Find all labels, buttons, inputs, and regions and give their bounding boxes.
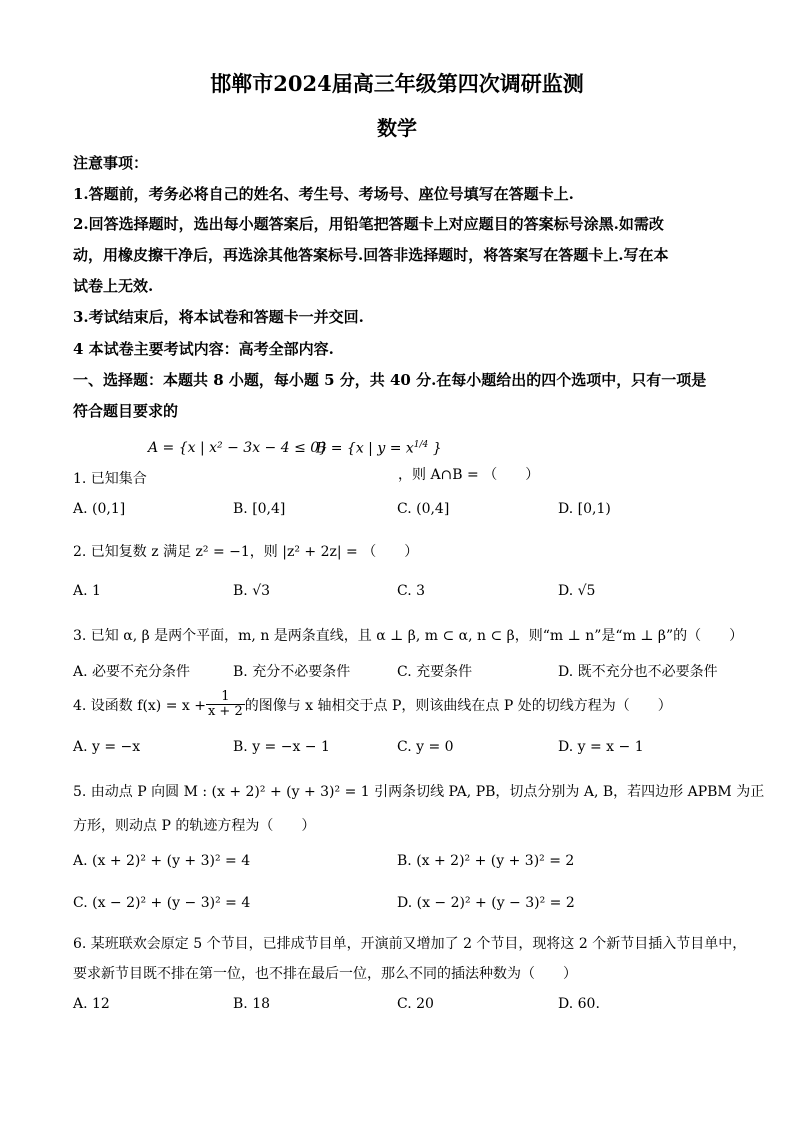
q1-option-d: D. [0,1) <box>558 501 611 517</box>
q5-stem: 5. 由动点 P 向圆 M : (x + 2)² + (y + 3)² = 1 引两条切线 PA, PB，切点分别为 A, B，若四边形 APBM 为正 <box>73 784 765 800</box>
q6-option-b: B. 18 <box>233 996 271 1012</box>
q4-fraction-den: x + 2 <box>207 704 243 719</box>
section-heading-cont: 符合题目要求的 <box>73 402 179 420</box>
section-heading: 一、选择题：本题共 8 小题，每小题 5 分，共 40 分.在每小题给出的四个选项中，只有一项是 <box>73 371 707 389</box>
notice-heading: 注意事项： <box>73 154 149 172</box>
notice-item-4: 4 本试卷主要考试内容：高考全部内容. <box>73 340 334 358</box>
q2-option-d: D. √5 <box>558 583 596 599</box>
q4-option-b: B. y = −x − 1 <box>233 739 330 755</box>
q1-stem: 1. 已知集合 <box>73 471 147 487</box>
q5-stem-cont: 方形，则动点 P 的轨迹方程为（ ） <box>73 818 316 834</box>
q5-option-d: D. (x − 2)² + (y − 3)² = 2 <box>397 895 575 911</box>
q1-set-b: B = {x | $y = x^{1/4}$ } <box>316 440 442 457</box>
q3-option-b: B. 充分不必要条件 <box>233 664 351 680</box>
notice-item-2: 2.回答选择题时，选出每小题答案后，用铅笔把答题卡上对应题目的答案标号涂黑.如需改 <box>73 215 664 233</box>
q4-option-d: D. y = x − 1 <box>558 739 644 755</box>
q4-stem <box>73 690 672 719</box>
notice-item-2-cont: 动，用橡皮擦干净后，再选涂其他答案标号.回答非选择题时，将答案写在答题卡上.写在本 <box>73 246 669 264</box>
q3-option-d: D. 既不充分也不必要条件 <box>558 664 718 680</box>
subject-title: 数学 <box>377 116 417 140</box>
q4-option-c: C. y = 0 <box>397 739 454 755</box>
q5-option-a: A. (x + 2)² + (y + 3)² = 4 <box>73 853 251 869</box>
q6-stem-cont: 要求新节目既不排在第一位，也不排在最后一位，那么不同的插法种数为（ ） <box>73 966 577 982</box>
q1-exponent: 1/4 <box>413 440 429 450</box>
q6-option-d: D. 60. <box>558 996 600 1012</box>
q3-stem: 3. 已知 α, β 是两个平面，m, n 是两条直线，且 α ⊥ β, m ⊂ α, n ⊂ β，则“m ⊥ n”是“m ⊥ β”的（ ） <box>73 628 744 644</box>
notice-item-2-end: 试卷上无效. <box>73 277 154 295</box>
q6-option-c: C. 20 <box>397 996 434 1012</box>
q4-fraction-num: 1 <box>206 690 245 705</box>
q1-option-a: A. (0,1] <box>73 501 126 517</box>
q5-option-b: B. (x + 2)² + (y + 3)² = 2 <box>397 853 575 869</box>
q6-option-a: A. 12 <box>73 996 110 1012</box>
q1-stem-end: ，则 A∩B = （ ） <box>398 467 540 483</box>
page-title: 邯郸市2024届高三年级第四次调研监测 <box>210 71 584 96</box>
q2-option-b: B. √3 <box>233 583 271 599</box>
q2-option-c: C. 3 <box>397 583 426 599</box>
q5-option-c: C. (x − 2)² + (y − 3)² = 4 <box>73 895 251 911</box>
q1-set-a: A = {x | x² − 3x − 4 ≤ 0} <box>148 440 329 456</box>
q2-stem: 2. 已知复数 z 满足 z² = −1，则 |z² + 2z| = （ ） <box>73 544 419 560</box>
q1-option-b: B. [0,4] <box>233 501 286 517</box>
q3-option-a: A. 必要不充分条件 <box>73 664 191 680</box>
notice-item-3: 3.考试结束后，将本试卷和答题卡一并交回. <box>73 308 364 326</box>
q4-option-a: A. y = −x <box>73 739 141 755</box>
q6-stem: 6. 某班联欢会原定 5 个节目，已排成节目单，开演前又增加了 2 个节目，现将这 2 个新节目插入节目单中， <box>73 936 747 952</box>
q2-option-a: A. 1 <box>73 583 101 599</box>
q4-stem-start: 4. 设函数 f(x) = x + <box>73 697 206 714</box>
q3-option-c: C. 充要条件 <box>397 664 473 680</box>
q4-stem-end: 的图像与 x 轴相交于点 P，则该曲线在点 P 处的切线方程为（ ） <box>244 697 672 714</box>
notice-item-1: 1.答题前，考务必将自己的姓名、考生号、考场号、座位号填写在答题卡上. <box>73 185 574 203</box>
q4-fraction <box>206 690 245 719</box>
q1-option-c: C. (0,4] <box>397 501 450 517</box>
